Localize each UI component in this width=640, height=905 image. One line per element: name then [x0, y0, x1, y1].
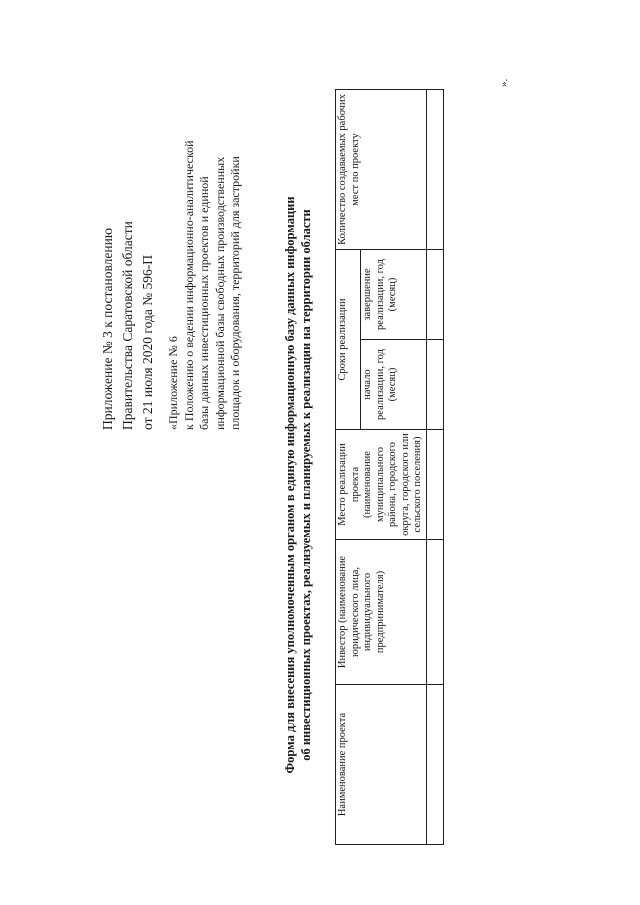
regulation-line-5: площадок и оборудования, территорий для застройки: [228, 156, 242, 430]
header-end: завершение реализации, год (месяц): [361, 249, 426, 339]
table-header-row: [336, 89, 361, 844]
header-place: Место реализации проекта (наименование муниципального района, городского округа, городского или сельского поселения): [336, 430, 427, 540]
regulation-line-1: «Приложение № 6: [166, 336, 180, 430]
appendix-line-3: от 21 июля 2020 года № 596-П: [140, 255, 155, 430]
appendix-line-1: Приложение № 3 к постановлению: [100, 228, 115, 430]
table-row: [426, 89, 443, 844]
table-cell: [426, 340, 443, 430]
table-cell: [426, 430, 443, 540]
regulation-line-4: информационной базы свободных производственных: [212, 156, 227, 430]
table-cell: [426, 540, 443, 685]
regulation-line-3: базы данных инвестиционных проектов и единой: [197, 176, 211, 430]
regulation-block: [166, 30, 244, 430]
table-cell: [426, 89, 443, 249]
form-table: [335, 89, 444, 845]
closing-quote: ».: [498, 78, 510, 87]
appendix-line-2: Правительства Саратовской области: [120, 221, 135, 430]
header-investor: Инвестор (наименование юридического лица, индивидуального предпринимателя): [336, 540, 427, 685]
header-jobs: Количество создаваемых рабочих мест по проекту: [336, 89, 427, 249]
regulation-line-2: к Положению о ведении информационно-аналитической: [181, 140, 196, 430]
form-title-line-2: об инвестиционных проектах, реализуемых и планируемых к реализации на территории области: [299, 209, 313, 761]
form-title: [282, 125, 314, 845]
form-title-line-1: Форма для внесения уполномоченным органом в единую информационную базу данных информации: [283, 196, 297, 774]
header-terms: Сроки реализации: [336, 249, 361, 429]
table-cell: [426, 685, 443, 845]
appendix-block: [98, 100, 158, 430]
header-start: начало реализации, год (месяц): [361, 340, 426, 430]
header-project: Наименование проекта: [336, 685, 427, 845]
table-cell: [426, 249, 443, 339]
